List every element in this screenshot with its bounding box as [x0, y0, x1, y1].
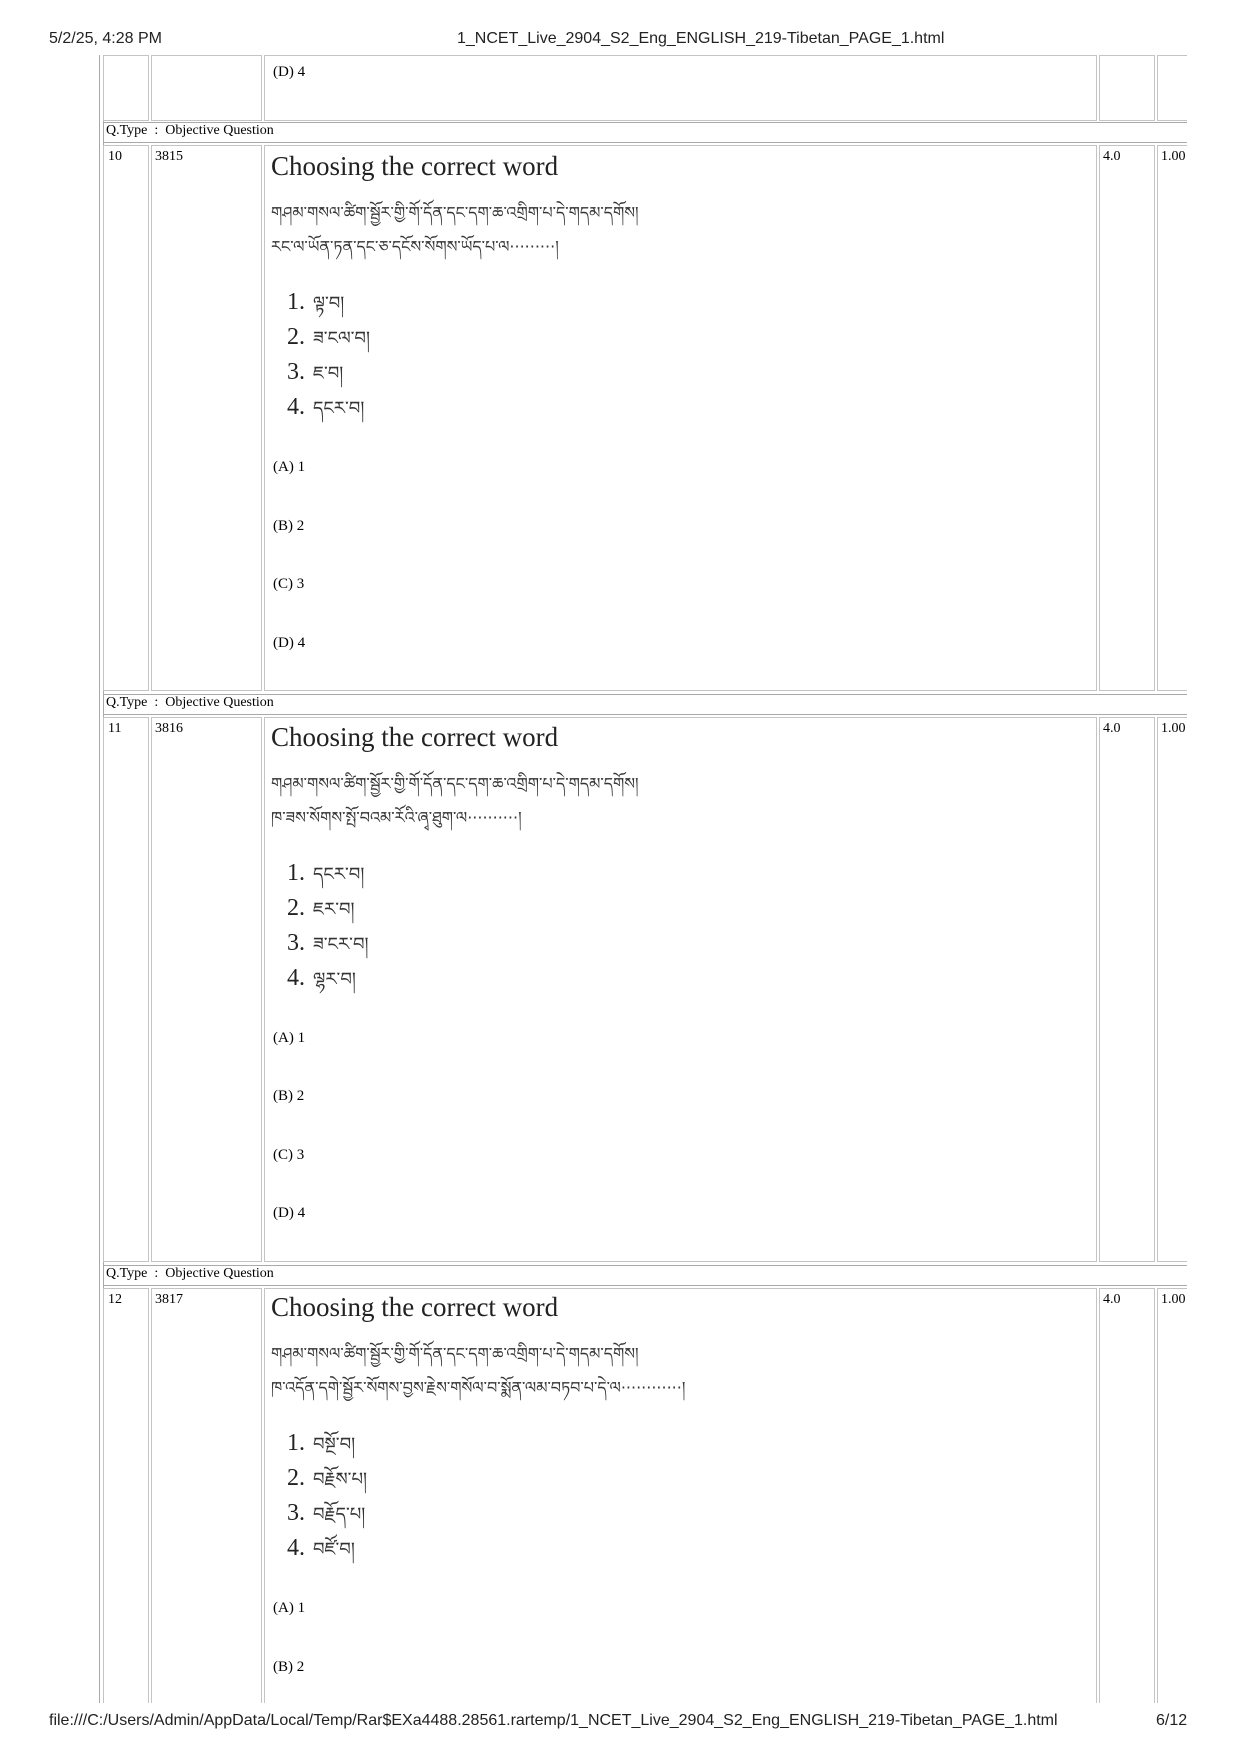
- question-id: 3815: [155, 149, 183, 164]
- prev-qid-cell: [151, 55, 262, 121]
- choice-text-tibetan: ལྷར་བ།: [313, 969, 356, 990]
- question-serial-number: 12: [108, 1292, 122, 1307]
- question-id: 3817: [155, 1292, 183, 1307]
- question-marks: 4.0: [1103, 1292, 1121, 1307]
- choice-text-tibetan: དངར་བ།: [313, 864, 365, 885]
- question-sentence-tibetan: རང་ལ་ཡོན་ཏན་དང་ཅ་དངོས་སོགས་ཡོད་པ་ལ·········།: [271, 237, 559, 256]
- choice-number: 4.: [287, 1535, 305, 1561]
- choice-text-tibetan: ལྟ་བ།: [313, 293, 345, 314]
- choice-number: 2.: [287, 324, 305, 350]
- choice-4: [287, 389, 364, 439]
- choice-number: 3.: [287, 1500, 305, 1526]
- prev-sno-cell: [103, 55, 149, 121]
- question-type-label: Q.Type : Objective Question: [106, 123, 274, 138]
- option-b: (B) 2: [273, 1659, 305, 1675]
- choice-number: 1.: [287, 860, 305, 886]
- print-page-count: 6/12: [1156, 1712, 1188, 1729]
- question-title: Choosing the correct word: [271, 1292, 559, 1322]
- question-instruction-tibetan: གཤམ་གསལ་ཚིག་སྦྱོར་གྱི་གོ་དོན་དང་དག་ཆ་འགྲིག་པ་དེ་གདམ་དགོས།: [271, 1344, 639, 1363]
- prev-body-cell: [264, 55, 1097, 121]
- choice-number: 1.: [287, 1430, 305, 1456]
- choice-number: 3.: [287, 359, 305, 385]
- question-negative-marks: 1.00: [1161, 149, 1186, 164]
- option-d: (D) 4: [273, 1205, 306, 1221]
- prev-neg-cell: [1157, 55, 1187, 121]
- qid-cell: [151, 717, 262, 1262]
- choice-text-tibetan: ཟ་ངར་བ།: [313, 934, 369, 955]
- marks-cell: [1099, 1288, 1155, 1703]
- choice-number: 4.: [287, 965, 305, 991]
- print-datetime: 5/2/25, 4:28 PM: [49, 30, 162, 47]
- choice-number: 2.: [287, 1465, 305, 1491]
- question-title: Choosing the correct word: [271, 151, 559, 181]
- question-title: Choosing the correct word: [271, 722, 559, 752]
- print-doc-title: 1_NCET_Live_2904_S2_Eng_ENGLISH_219-Tibetan_PAGE_1.html: [457, 30, 945, 47]
- prev-marks-cell: [1099, 55, 1155, 121]
- table-outer-left-border: [99, 55, 100, 1703]
- question-marks: 4.0: [1103, 149, 1121, 164]
- choice-text-tibetan: ཇ་བ།: [313, 363, 344, 384]
- option-c: (C) 3: [273, 576, 305, 592]
- question-negative-marks: 1.00: [1161, 1292, 1186, 1307]
- question-negative-marks: 1.00: [1161, 721, 1186, 736]
- choice-4: [287, 1530, 355, 1580]
- choice-number: 3.: [287, 930, 305, 956]
- question-serial-number: 10: [108, 149, 122, 164]
- qtype-rule-bottom: [103, 1285, 1187, 1286]
- negative-marks-cell: [1157, 717, 1187, 1262]
- question-type-label: Q.Type : Objective Question: [106, 695, 274, 710]
- question-sentence-tibetan: ཁ་ཟས་སོགས་སྤོ་བའམ་རོའི་ཞྭ་ཐུག་ལ··········།: [271, 808, 522, 827]
- option-b: (B) 2: [273, 1088, 305, 1104]
- marks-cell: [1099, 717, 1155, 1262]
- sno-cell: [103, 145, 149, 691]
- option-d: (D) 4: [273, 635, 306, 651]
- choice-text-tibetan: དངར་བ།: [313, 398, 365, 419]
- choice-text-tibetan: བརྗོས་པ།: [313, 1469, 367, 1490]
- question-serial-number: 11: [108, 721, 122, 736]
- choice-number: 2.: [287, 895, 305, 921]
- sno-cell: [103, 717, 149, 1262]
- option-a: (A) 1: [273, 459, 306, 475]
- question-sentence-tibetan: ཁ་འདོན་དགེ་སྦྱོར་སོགས་བྱས་རྗེས་གསོལ་བ་སྨོན་ལམ་བཏབ་པ་དེ་ལ············།: [271, 1378, 686, 1397]
- choice-number: 4.: [287, 394, 305, 420]
- option-b: (B) 2: [273, 518, 305, 534]
- qid-cell: [151, 145, 262, 691]
- question-instruction-tibetan: གཤམ་གསལ་ཚིག་སྦྱོར་གྱི་གོ་དོན་དང་དག་ཆ་འགྲིག་པ་དེ་གདམ་དགོས།: [271, 203, 639, 222]
- choice-text-tibetan: བཛོ་བ།: [313, 1539, 355, 1560]
- qtype-rule-bottom: [103, 142, 1187, 143]
- question-marks: 4.0: [1103, 721, 1121, 736]
- option-c: (C) 3: [273, 1147, 305, 1163]
- choice-text-tibetan: ཇར་བ།: [313, 899, 355, 920]
- qtype-rule-bottom: [103, 714, 1187, 715]
- sno-cell: [103, 1288, 149, 1703]
- choice-number: 1.: [287, 289, 305, 315]
- prev-option-d: (D) 4: [273, 64, 306, 80]
- option-a: (A) 1: [273, 1600, 306, 1616]
- choice-text-tibetan: བསྔོ་བ།: [313, 1434, 356, 1455]
- question-type-label: Q.Type : Objective Question: [106, 1266, 274, 1281]
- qid-cell: [151, 1288, 262, 1703]
- choice-4: [287, 960, 356, 1010]
- question-id: 3816: [155, 721, 183, 736]
- choice-text-tibetan: ཟ་ངལ་བ།: [313, 328, 370, 349]
- question-instruction-tibetan: གཤམ་གསལ་ཚིག་སྦྱོར་གྱི་གོ་དོན་དང་དག་ཆ་འགྲིག་པ་དེ་གདམ་དགོས།: [271, 774, 639, 793]
- marks-cell: [1099, 145, 1155, 691]
- print-file-path: file:///C:/Users/Admin/AppData/Local/Temp/Rar$EXa4488.28561.rartemp/1_NCET_Live_2904_S2_Eng_ENGLISH_219-Tibetan_PAGE_1.html: [49, 1712, 1058, 1729]
- negative-marks-cell: [1157, 145, 1187, 691]
- option-a: (A) 1: [273, 1030, 306, 1046]
- negative-marks-cell: [1157, 1288, 1187, 1703]
- choice-text-tibetan: བརྗོད་པ།: [313, 1504, 366, 1525]
